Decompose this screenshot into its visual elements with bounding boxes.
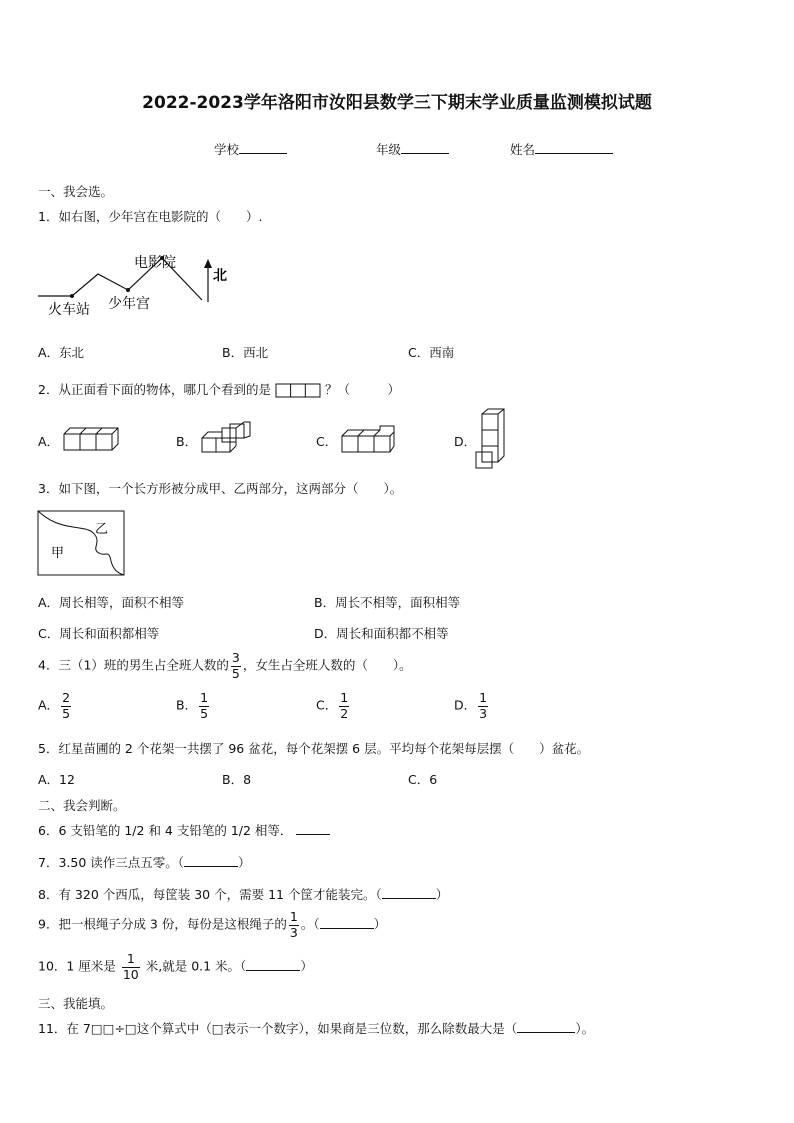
q1-option-c[interactable]: C．西南: [408, 345, 455, 360]
question-2-tail: ？（ ）: [324, 382, 400, 397]
q3-jia-label: 甲: [51, 546, 65, 561]
question-6: 6．6 支铅笔的 1/2 和 4 支铅笔的 1/2 相等．: [38, 821, 330, 839]
question-4-text: 4．三（1）班的男生占全班人数的: [38, 657, 229, 673]
q2-option-c-cubes[interactable]: [340, 424, 396, 456]
grade-label: 年级: [376, 142, 402, 157]
question-1: 1．如右图，少年宫在电影院的（ ）.: [38, 209, 263, 224]
question-2: [38, 380, 400, 398]
question-2-text: 2．从正面看下面的物体，哪几个看到的是: [38, 382, 271, 397]
q2-front-view-figure: [275, 383, 321, 398]
school-blank[interactable]: [239, 140, 287, 154]
question-5: 5．红星苗圃的 2 个花架一共摆了 96 盆花，每个花架摆 6 层。平均每个花架每层摆（ ）盆花。: [38, 741, 590, 756]
section-heading-1: 一、我会选。: [38, 184, 114, 199]
school-field[interactable]: [214, 140, 287, 158]
section-heading-3: 三、我能填。: [38, 996, 114, 1011]
q1-north-label: 北: [213, 268, 227, 284]
q5-option-c[interactable]: C．6: [408, 772, 438, 787]
q6-answer-blank[interactable]: [296, 821, 330, 835]
q11-answer-blank[interactable]: [517, 1019, 575, 1033]
q2-option-c-label[interactable]: C．: [316, 434, 338, 449]
name-blank[interactable]: [535, 140, 613, 154]
q2-option-d-label[interactable]: D．: [454, 434, 477, 449]
q3-option-c[interactable]: C．周长和面积都相等: [38, 626, 160, 641]
grade-blank[interactable]: [401, 140, 449, 154]
q1-cinema-label: 电影院: [134, 255, 176, 271]
section-heading-2: 二、我会判断。: [38, 798, 126, 813]
q10-answer-blank[interactable]: [246, 957, 300, 971]
q4-fraction: $\frac{3}{5}$: [231, 650, 240, 681]
q3-rectangle-figure: [37, 509, 127, 577]
q4-option-c[interactable]: C． $\frac{1}{2}$: [316, 690, 349, 721]
q5-option-b[interactable]: B．8: [222, 772, 252, 787]
q2-option-d-cubes[interactable]: [474, 408, 508, 470]
q1-youth-label: 少年宫: [108, 296, 150, 312]
q1-route-map: [36, 246, 236, 322]
name-field[interactable]: [510, 140, 613, 158]
school-label: 学校: [214, 142, 240, 157]
q4-option-b[interactable]: B． $\frac{1}{5}$: [176, 690, 209, 721]
q4-option-a[interactable]: A． $\frac{2}{5}$: [38, 690, 71, 721]
question-10: 10．1 厘米是 $\frac{1}{10}$ 米,就是 0.1 米。（ ）: [38, 951, 313, 982]
q3-option-a[interactable]: A．周长相等，面积不相等: [38, 595, 185, 610]
grade-field[interactable]: [376, 140, 449, 158]
question-7: 7．3.50 读作三点五零。（ ）: [38, 855, 251, 870]
question-11: 11．在 7□□÷□这个算式中（□表示一个数字），如果商是三位数，那么除数最大是（ ）。: [38, 1021, 595, 1036]
q2-option-a-cubes[interactable]: [62, 424, 120, 454]
q5-option-a[interactable]: A．12: [38, 772, 75, 787]
q1-option-a[interactable]: A．东北: [38, 345, 85, 360]
q3-option-b[interactable]: B．周长不相等，面积相等: [314, 595, 461, 610]
q3-yi-label: 乙: [95, 522, 109, 537]
q8-answer-blank[interactable]: [382, 885, 436, 899]
page-title: 2022-2023学年洛阳市汝阳县数学三下期末学业质量监测模拟试题: [142, 93, 652, 113]
q1-station-label: 火车站: [48, 302, 90, 318]
q9-answer-blank[interactable]: [320, 915, 374, 929]
q2-option-a-label[interactable]: A．: [38, 434, 60, 449]
q3-option-d[interactable]: D．周长和面积都不相等: [314, 626, 449, 641]
q7-answer-blank[interactable]: [184, 853, 238, 867]
question-4-tail: ，女生占全班人数的（ ）。: [242, 657, 412, 673]
q2-option-b-label[interactable]: B．: [176, 434, 198, 449]
q4-option-d[interactable]: D． $\frac{1}{3}$: [454, 690, 488, 721]
question-9: 9．把一根绳子分成 3 份，每份是这根绳子的 $\frac{1}{3}$ 。（ ）: [38, 909, 387, 940]
question-3: 3．如下图，一个长方形被分成甲、乙两部分，这两部分（ ）。: [38, 481, 403, 496]
q2-option-b-cubes[interactable]: [200, 420, 252, 456]
name-label: 姓名: [510, 142, 536, 157]
q1-option-b[interactable]: B．西北: [222, 345, 269, 360]
question-4: [38, 652, 412, 680]
question-8: 8．有 320 个西瓜，每筐装 30 个，需要 11 个筐才能装完。（ ）: [38, 887, 449, 902]
